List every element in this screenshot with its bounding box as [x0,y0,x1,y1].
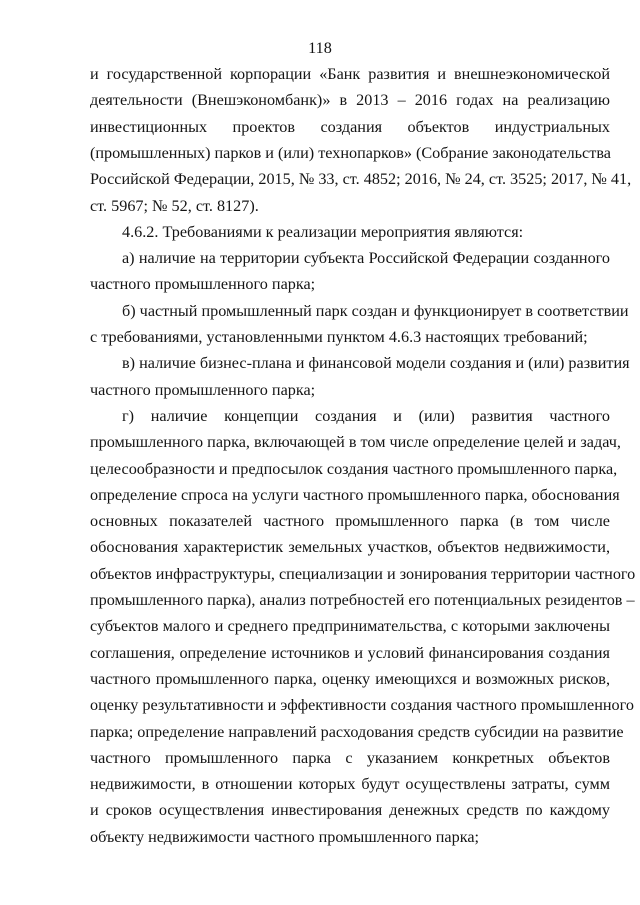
text-line: определение спроса на услуги частного промышленного парка, обоснования [90,485,620,504]
text-line: парка; определение направлений расходования средств субсидии на развитие [90,722,624,741]
text-line: в) наличие бизнес-плана и финансовой модели создания и (или) развития [122,354,630,373]
text-line: б) частный промышленный парк создан и функционирует в соответствии [122,301,629,320]
text-line: и государственной корпорации «Банк развития и внешнеэкономической [90,65,610,83]
text-line: промышленного парка), анализ потребностей его потенциальных резидентов – [90,591,635,609]
text-line: частного промышленного парка, оценку имеющихся и возможных рисков, [90,669,610,688]
text-line: 4.6.2. Требованиями к реализации мероприятия являются: [122,222,524,241]
text-line: инвестиционных проектов создания объектов индустриальных [90,117,610,136]
text-line: (промышленных) парков и (или) технопарков» (Собрание законодательства [90,143,611,162]
text-line: целесообразности и предпосылок создания частного промышленного парка, [90,459,618,478]
text-line: частного промышленного парка; [90,380,316,399]
text-line: оценку результативности и эффективности создания частного промышленного [90,696,634,715]
text-line: соглашения, определение источников и условий финансирования создания [90,643,610,662]
text-line: частного промышленного парка; [90,275,316,294]
text-line: г) наличие концепции создания и (или) развития частного [122,406,610,425]
text-line: деятельности (Внешэкономбанк)» в 2013 – 2016 годах на реализацию [90,91,610,110]
text-line: ст. 5967; № 52, ст. 8127). [90,196,259,215]
text-line: основных показателей частного промышленного парка (в том числе [90,512,610,531]
text-line: недвижимости, в отношении которых будут осуществлены затраты, сумм [90,775,610,794]
text-line: и сроков осуществления инвестирования денежных средств по каждому [90,801,610,820]
text-line: субъектов малого и среднего предпринимательства, с которыми заключены [90,617,610,636]
text-line: объекту недвижимости частного промышленного парка; [90,827,480,846]
text-line: обоснования характеристик земельных участков, объектов недвижимости, [90,538,610,557]
text-line: а) наличие на территории субъекта Российской Федерации созданного [122,249,610,268]
text-line: с требованиями, установленными пунктом 4.6.3 настоящих требований; [90,328,588,346]
text-line: промышленного парка, включающей в том числе определение целей и задач, [90,433,621,452]
text-line: объектов инфраструктуры, специализации и зонирования территории частного [90,564,636,583]
text-line: Российской Федерации, 2015, № 33, ст. 4852; 2016, № 24, ст. 3525; 2017, № 41, [90,170,632,189]
page-number: 118 [308,39,332,57]
text-line: частного промышленного парка с указанием конкретных объектов [90,748,610,767]
